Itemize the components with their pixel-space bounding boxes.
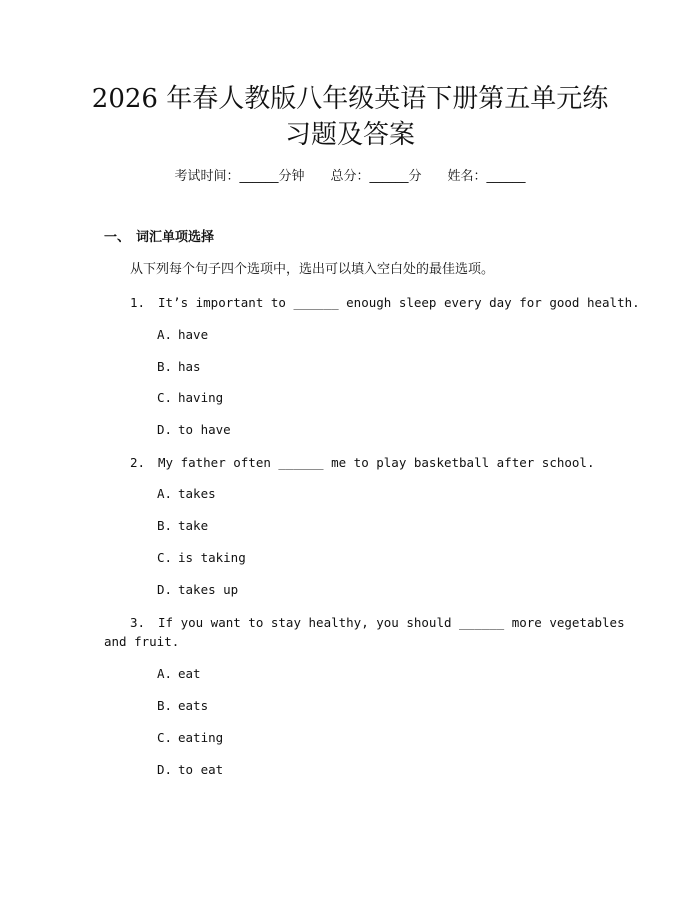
question-text: It’s important to ______ enough sleep every day for good health. <box>158 295 640 310</box>
question-text: My father often ______ me to play basketball after school. <box>158 455 595 470</box>
question-number: 3. <box>130 615 146 630</box>
option-2a <box>157 485 216 503</box>
option-1a <box>157 326 208 344</box>
option-letter: D. <box>157 422 173 437</box>
document-title-line-2: 习题及答案 <box>284 120 415 150</box>
option-text: is taking <box>178 550 246 565</box>
option-letter: C. <box>157 390 173 405</box>
option-letter: C. <box>157 550 173 565</box>
option-text: having <box>178 390 224 405</box>
option-letter: D. <box>157 582 173 597</box>
student-name-label: 姓名：______ <box>447 169 526 184</box>
option-1b <box>157 358 201 376</box>
question-number: 2. <box>130 455 146 470</box>
option-text: takes up <box>178 582 239 597</box>
option-text: to eat <box>178 762 224 777</box>
option-text: takes <box>178 486 216 501</box>
question-text-continuation: and fruit. <box>104 634 180 649</box>
question-3 <box>104 613 625 649</box>
option-letter: A. <box>157 486 173 501</box>
option-3a <box>157 665 201 683</box>
option-1d <box>157 421 231 439</box>
document-title-line-1: 2026 年春人教版八年级英语下册第五单元练 <box>91 84 609 114</box>
question-2 <box>130 453 595 472</box>
option-text: to have <box>178 422 231 437</box>
question-text: If you want to stay healthy, you should ______ more vegetables <box>158 615 625 630</box>
option-3b <box>157 697 208 715</box>
option-letter: B. <box>157 518 173 533</box>
option-letter: D. <box>157 762 173 777</box>
option-text: has <box>178 359 201 374</box>
option-3c <box>157 729 223 747</box>
option-1c <box>157 389 223 407</box>
section-title: 词汇单项选择 <box>136 230 215 245</box>
option-3d <box>157 761 223 779</box>
option-letter: A. <box>157 327 173 342</box>
question-number: 1. <box>130 295 146 310</box>
option-letter: B. <box>157 698 173 713</box>
option-text: eat <box>178 666 201 681</box>
section-heading <box>104 229 214 247</box>
total-score-label: 总分：______分 <box>330 169 422 184</box>
section-instruction: 从下列每个句子四个选项中，选出可以填入空白处的最佳选项。 <box>130 262 495 277</box>
question-1 <box>130 293 640 312</box>
option-text: have <box>178 327 209 342</box>
option-text: eating <box>178 730 224 745</box>
option-2d <box>157 581 238 599</box>
option-letter: B. <box>157 359 173 374</box>
exam-time-label: 考试时间：______分钟 <box>174 169 305 184</box>
option-2b <box>157 517 208 535</box>
option-text: take <box>178 518 209 533</box>
option-letter: C. <box>157 730 173 745</box>
section-number: 一、 <box>104 230 131 245</box>
option-2c <box>157 549 246 567</box>
option-text: eats <box>178 698 209 713</box>
option-letter: A. <box>157 666 173 681</box>
exam-meta <box>0 168 700 186</box>
